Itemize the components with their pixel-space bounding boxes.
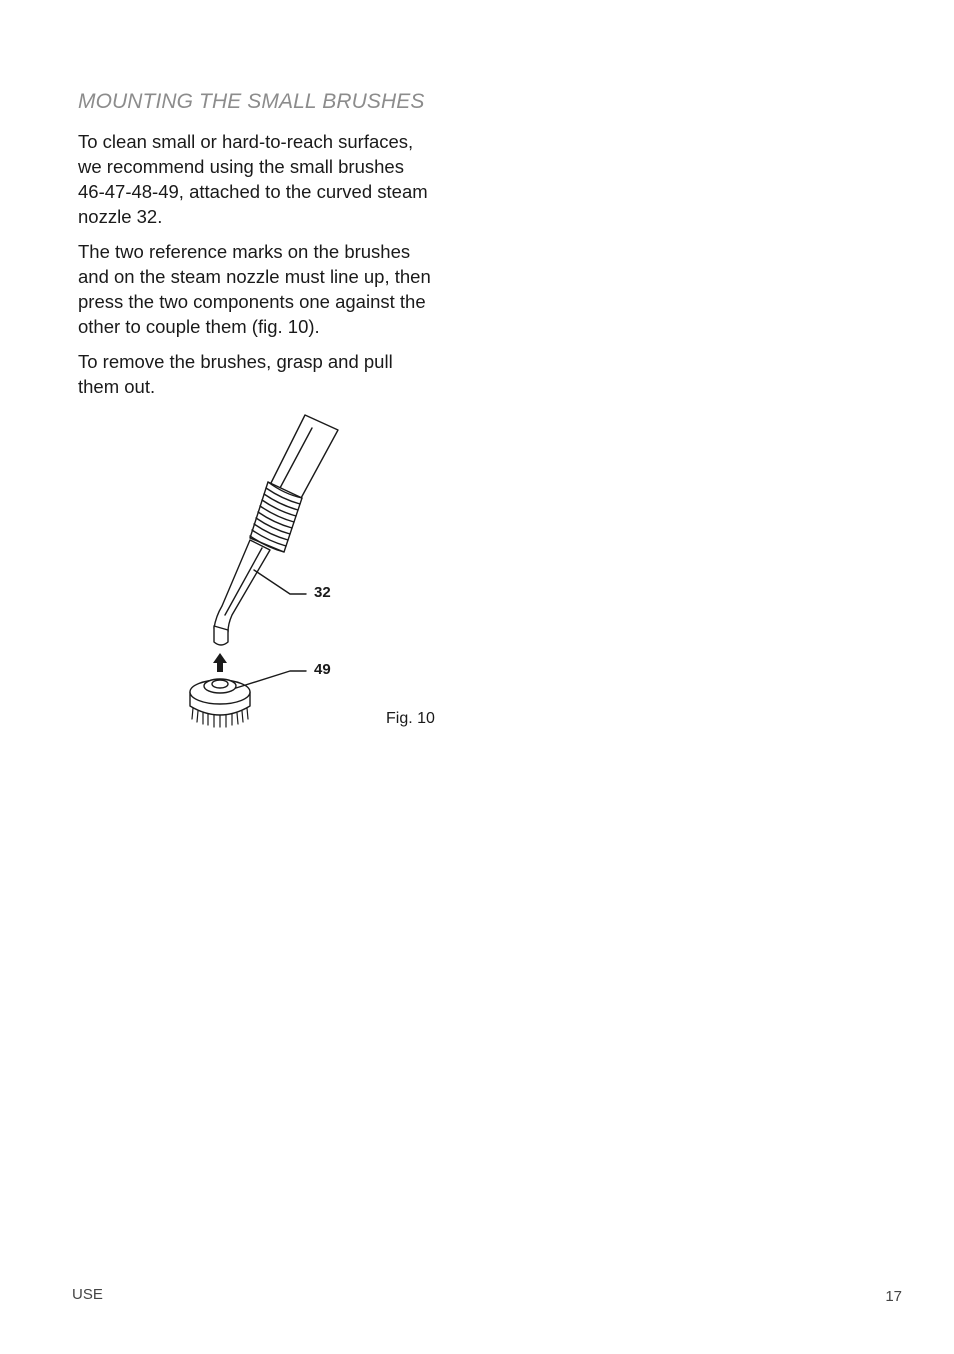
nozzle-end [214,626,228,645]
instruction-paragraph [78,129,488,229]
paragraph-line: nozzle 32. [78,206,163,227]
leader-line-32 [254,570,306,594]
footer-section-label: USE [72,1286,103,1303]
nozzle-tip [214,540,270,632]
paragraph-line: To remove the brushes, grasp and pull [78,351,393,372]
paragraph-line: we recommend using the small brushes [78,156,404,177]
paragraph-line: press the two components one against the [78,291,426,312]
paragraph-line: and on the steam nozzle must line up, then [78,266,431,287]
figure-10 [180,410,470,740]
instruction-paragraph [78,349,488,399]
callout-label: 32 [314,584,331,601]
paragraph-line: them out. [78,376,156,397]
leader-line-49 [236,671,306,688]
instruction-paragraph [78,239,488,339]
figure-caption: Fig. 10 [386,710,435,727]
paragraph-line: To clean small or hard-to-reach surfaces, [78,131,414,152]
nozzle-brush-illustration [180,410,470,740]
callout-label: 49 [314,661,331,678]
arrow-up-icon [213,653,227,672]
paragraph-line: 46-47-48-49, attached to the curved steam [78,181,428,202]
paragraph-line: The two reference marks on the brushes [78,241,411,262]
paragraph-line: other to couple them (fig. 10). [78,316,320,337]
section-title: MOUNTING THE SMALL BRUSHES [78,90,425,113]
page-number: 17 [885,1288,902,1305]
